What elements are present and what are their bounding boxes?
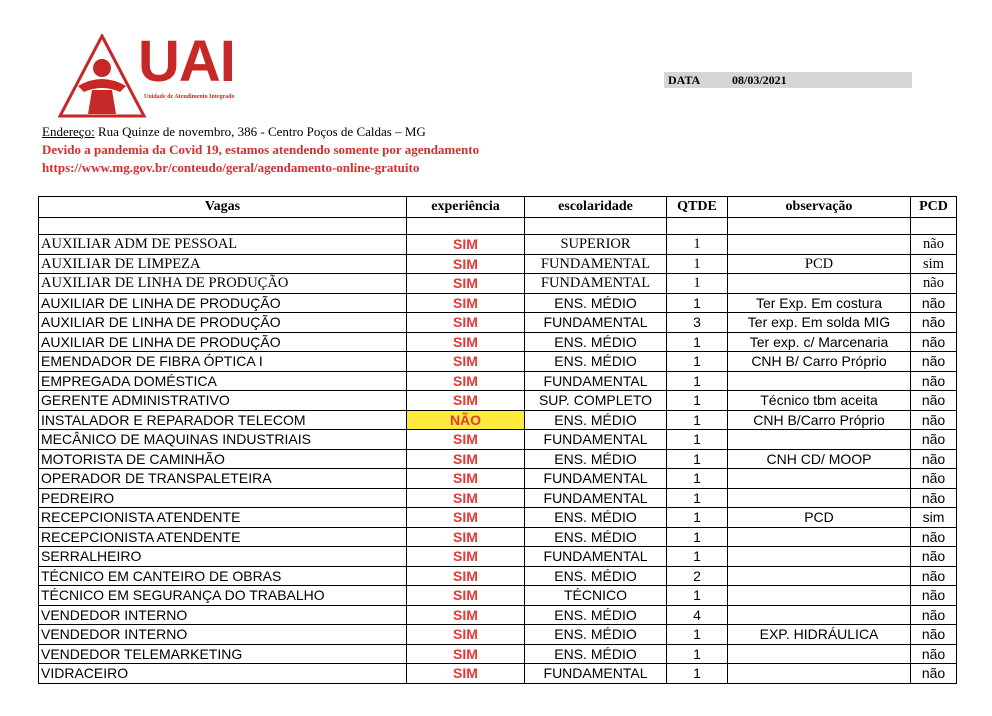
cell-vaga: VENDEDOR INTERNO (39, 625, 407, 645)
cell-observacao: CNH B/Carro Próprio (728, 410, 911, 430)
cell-vaga: MOTORISTA DE CAMINHÃO (39, 449, 407, 469)
cell-pcd: não (911, 566, 957, 586)
header-qtde: QTDE (667, 197, 728, 218)
uai-logo-subtitle: Unidade de Atendimento Integrado (144, 94, 235, 100)
cell-vaga: RECEPCIONISTA ATENDENTE (39, 508, 407, 528)
cell-escolaridade: FUNDAMENTAL (525, 371, 667, 391)
blank-row (39, 218, 957, 235)
cell-pcd: não (911, 332, 957, 352)
cell-escolaridade: ENS. MÉDIO (525, 508, 667, 528)
blank-cell (728, 218, 911, 235)
address-line (42, 124, 426, 140)
table-row (39, 547, 957, 567)
cell-vaga: RECEPCIONISTA ATENDENTE (39, 527, 407, 547)
cell-observacao: Ter exp. Em solda MIG (728, 313, 911, 333)
cell-experiencia: SIM (407, 644, 525, 664)
cell-vaga: AUXILIAR DE LINHA DE PRODUÇÃO (39, 274, 407, 294)
cell-escolaridade: ENS. MÉDIO (525, 293, 667, 313)
cell-escolaridade: FUNDAMENTAL (525, 274, 667, 294)
cell-pcd: não (911, 644, 957, 664)
table-row (39, 508, 957, 528)
cell-pcd: não (911, 371, 957, 391)
cell-escolaridade: ENS. MÉDIO (525, 644, 667, 664)
cell-vaga: MECÂNICO DE MAQUINAS INDUSTRIAIS (39, 430, 407, 450)
cell-qtde: 1 (667, 254, 728, 274)
cell-qtde: 1 (667, 527, 728, 547)
cell-pcd: sim (911, 508, 957, 528)
cell-vaga: VENDEDOR INTERNO (39, 605, 407, 625)
cell-qtde: 1 (667, 488, 728, 508)
cell-experiencia: SIM (407, 547, 525, 567)
table-header-row (39, 197, 957, 218)
date-value: 08/03/2021 (732, 73, 787, 87)
cell-qtde: 1 (667, 644, 728, 664)
cell-experiencia: SIM (407, 293, 525, 313)
cell-pcd: não (911, 586, 957, 606)
cell-observacao (728, 527, 911, 547)
cell-observacao: CNH B/ Carro Próprio (728, 352, 911, 372)
cell-vaga: INSTALADOR E REPARADOR TELECOM (39, 410, 407, 430)
cell-vaga: EMENDADOR DE FIBRA ÓPTICA I (39, 352, 407, 372)
table-row (39, 235, 957, 255)
cell-pcd: não (911, 313, 957, 333)
cell-qtde: 1 (667, 391, 728, 411)
cell-observacao: EXP. HIDRÁULICA (728, 625, 911, 645)
table-row (39, 605, 957, 625)
cell-experiencia: SIM (407, 332, 525, 352)
blank-cell (911, 218, 957, 235)
cell-observacao (728, 586, 911, 606)
cell-experiencia: SIM (407, 625, 525, 645)
cell-escolaridade: FUNDAMENTAL (525, 469, 667, 489)
cell-qtde: 1 (667, 410, 728, 430)
cell-vaga: OPERADOR DE TRANSPALETEIRA (39, 469, 407, 489)
cell-experiencia: SIM (407, 352, 525, 372)
cell-experiencia: SIM (407, 449, 525, 469)
blank-cell (667, 218, 728, 235)
cell-qtde: 1 (667, 625, 728, 645)
table-row (39, 625, 957, 645)
cell-qtde: 4 (667, 605, 728, 625)
cell-experiencia: SIM (407, 313, 525, 333)
cell-observacao: PCD (728, 508, 911, 528)
cell-qtde: 1 (667, 449, 728, 469)
cell-escolaridade: FUNDAMENTAL (525, 313, 667, 333)
cell-pcd: não (911, 410, 957, 430)
cell-escolaridade: SUP. COMPLETO (525, 391, 667, 411)
table-row (39, 274, 957, 294)
cell-escolaridade: ENS. MÉDIO (525, 527, 667, 547)
cell-qtde: 3 (667, 313, 728, 333)
cell-escolaridade: TÉCNICO (525, 586, 667, 606)
cell-experiencia: SIM (407, 488, 525, 508)
table-row (39, 410, 957, 430)
covid-notice: Devido a pandemia da Covid 19, estamos atendendo somente por agendamento (42, 142, 480, 157)
cell-experiencia: SIM (407, 664, 525, 684)
cell-vaga: TÉCNICO EM SEGURANÇA DO TRABALHO (39, 586, 407, 606)
cell-observacao (728, 547, 911, 567)
cell-vaga: VIDRACEIRO (39, 664, 407, 684)
cell-pcd: não (911, 235, 957, 255)
header-experiencia: experiência (407, 197, 525, 218)
cell-pcd: sim (911, 254, 957, 274)
table-row (39, 527, 957, 547)
cell-escolaridade: SUPERIOR (525, 235, 667, 255)
cell-experiencia: NÃO (407, 410, 525, 430)
table-row (39, 391, 957, 411)
cell-observacao (728, 430, 911, 450)
cell-qtde: 1 (667, 293, 728, 313)
cell-experiencia: SIM (407, 469, 525, 489)
cell-observacao (728, 274, 911, 294)
cell-observacao: Ter exp. c/ Marcenaria (728, 332, 911, 352)
scheduling-link[interactable]: https://www.mg.gov.br/conteudo/geral/agendamento-online-gratuito (42, 160, 420, 175)
cell-escolaridade: ENS. MÉDIO (525, 605, 667, 625)
cell-pcd: não (911, 488, 957, 508)
cell-observacao: CNH CD/ MOOP (728, 449, 911, 469)
cell-experiencia: SIM (407, 508, 525, 528)
cell-experiencia: SIM (407, 391, 525, 411)
vacancies-table (38, 196, 957, 684)
cell-experiencia: SIM (407, 586, 525, 606)
cell-observacao (728, 644, 911, 664)
cell-qtde: 1 (667, 469, 728, 489)
cell-vaga: AUXILIAR DE LINHA DE PRODUÇÃO (39, 293, 407, 313)
header-pcd: PCD (911, 197, 957, 218)
cell-observacao (728, 664, 911, 684)
address-text: Rua Quinze de novembro, 386 - Centro Poços de Caldas – MG (94, 124, 426, 139)
table-row (39, 254, 957, 274)
cell-experiencia: SIM (407, 274, 525, 294)
cell-vaga: AUXILIAR DE LIMPEZA (39, 254, 407, 274)
cell-qtde: 1 (667, 371, 728, 391)
cell-qtde: 1 (667, 664, 728, 684)
table-row (39, 488, 957, 508)
cell-escolaridade: ENS. MÉDIO (525, 566, 667, 586)
cell-experiencia: SIM (407, 605, 525, 625)
cell-pcd: não (911, 274, 957, 294)
table-row (39, 352, 957, 372)
cell-vaga: EMPREGADA DOMÉSTICA (39, 371, 407, 391)
cell-pcd: não (911, 293, 957, 313)
cell-vaga: VENDEDOR TELEMARKETING (39, 644, 407, 664)
cell-qtde: 1 (667, 235, 728, 255)
table-row (39, 313, 957, 333)
table-row (39, 449, 957, 469)
table-row (39, 332, 957, 352)
cell-vaga: AUXILIAR DE LINHA DE PRODUÇÃO (39, 332, 407, 352)
cell-vaga: AUXILIAR ADM DE PESSOAL (39, 235, 407, 255)
cell-pcd: não (911, 527, 957, 547)
cell-observacao (728, 488, 911, 508)
cell-observacao (728, 469, 911, 489)
cell-experiencia: SIM (407, 254, 525, 274)
cell-pcd: não (911, 430, 957, 450)
blank-cell (39, 218, 407, 235)
cell-qtde: 1 (667, 332, 728, 352)
cell-qtde: 1 (667, 274, 728, 294)
cell-pcd: não (911, 664, 957, 684)
cell-escolaridade: ENS. MÉDIO (525, 625, 667, 645)
cell-vaga: PEDREIRO (39, 488, 407, 508)
cell-experiencia: SIM (407, 527, 525, 547)
address-label: Endereço: (42, 124, 95, 139)
cell-experiencia: SIM (407, 371, 525, 391)
cell-escolaridade: FUNDAMENTAL (525, 430, 667, 450)
cell-escolaridade: ENS. MÉDIO (525, 410, 667, 430)
cell-pcd: não (911, 469, 957, 489)
table-row (39, 586, 957, 606)
cell-observacao (728, 235, 911, 255)
table-row (39, 664, 957, 684)
uai-logo-figure-icon (58, 34, 148, 120)
table-row (39, 469, 957, 489)
cell-experiencia: SIM (407, 235, 525, 255)
cell-vaga: AUXILIAR DE LINHA DE PRODUÇÃO (39, 313, 407, 333)
cell-escolaridade: FUNDAMENTAL (525, 547, 667, 567)
cell-pcd: não (911, 605, 957, 625)
cell-escolaridade: ENS. MÉDIO (525, 449, 667, 469)
header-observacao: observação (728, 197, 911, 218)
date-label: DATA (668, 73, 701, 87)
cell-pcd: não (911, 547, 957, 567)
blank-cell (525, 218, 667, 235)
cell-experiencia: SIM (407, 566, 525, 586)
cell-pcd: não (911, 625, 957, 645)
cell-observacao: PCD (728, 254, 911, 274)
cell-experiencia: SIM (407, 430, 525, 450)
cell-pcd: não (911, 391, 957, 411)
cell-vaga: SERRALHEIRO (39, 547, 407, 567)
uai-logo-text: UAI (138, 29, 235, 94)
cell-vaga: GERENTE ADMINISTRATIVO (39, 391, 407, 411)
cell-observacao: Ter Exp. Em costura (728, 293, 911, 313)
cell-qtde: 1 (667, 430, 728, 450)
table-row (39, 430, 957, 450)
cell-qtde: 1 (667, 547, 728, 567)
cell-vaga: TÉCNICO EM CANTEIRO DE OBRAS (39, 566, 407, 586)
date-bar (664, 72, 912, 88)
cell-pcd: não (911, 352, 957, 372)
cell-observacao (728, 566, 911, 586)
header-escolaridade: escolaridade (525, 197, 667, 218)
cell-pcd: não (911, 449, 957, 469)
cell-observacao (728, 605, 911, 625)
cell-escolaridade: FUNDAMENTAL (525, 664, 667, 684)
table-row (39, 371, 957, 391)
uai-logo (58, 29, 235, 120)
cell-observacao: Técnico tbm aceita (728, 391, 911, 411)
table-row (39, 293, 957, 313)
cell-escolaridade: ENS. MÉDIO (525, 332, 667, 352)
cell-escolaridade: FUNDAMENTAL (525, 488, 667, 508)
cell-escolaridade: ENS. MÉDIO (525, 352, 667, 372)
table-row (39, 566, 957, 586)
header-vagas: Vagas (39, 197, 407, 218)
cell-qtde: 1 (667, 586, 728, 606)
cell-escolaridade: FUNDAMENTAL (525, 254, 667, 274)
cell-qtde: 1 (667, 352, 728, 372)
cell-qtde: 2 (667, 566, 728, 586)
cell-qtde: 1 (667, 508, 728, 528)
blank-cell (407, 218, 525, 235)
table-row (39, 644, 957, 664)
cell-observacao (728, 371, 911, 391)
